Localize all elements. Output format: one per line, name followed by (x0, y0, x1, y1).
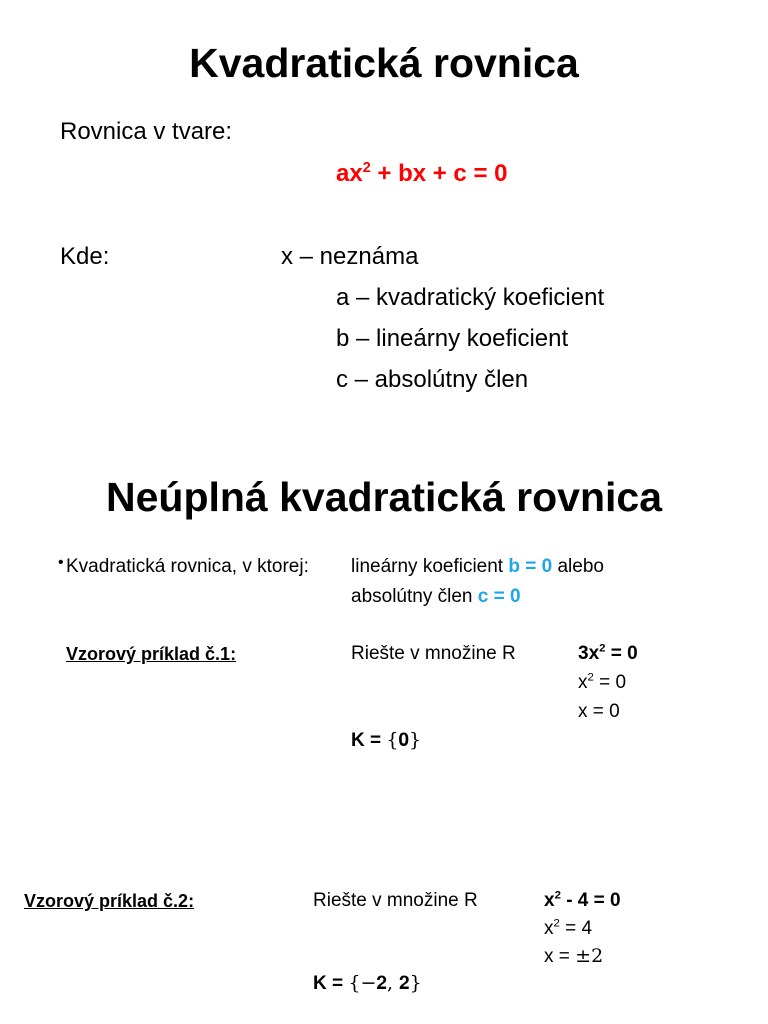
example-2-instruction: Riešte v množine R (313, 890, 478, 911)
example-2-step3-pre: x = (544, 946, 576, 967)
example-1-step-2 (578, 672, 626, 694)
definition-b: b – lineárny koeficient (336, 325, 569, 352)
example-1-step2-exp: 2 (587, 671, 594, 684)
example-2-step2-base: x (544, 918, 554, 939)
example-1-step-3: x = 0 (578, 701, 620, 722)
example-1-step1-rest: = 0 (605, 643, 638, 664)
definition-x: x – neznáma (281, 243, 419, 270)
condition-line-1 (351, 556, 604, 578)
example-1-label: Vzorový príklad č.1: (66, 644, 237, 664)
example-2-label: Vzorový príklad č.2: (24, 891, 195, 911)
condition-absolute-text: absolútny člen (351, 586, 478, 607)
equation-exponent: 2 (362, 160, 371, 176)
bullet-icon: • (58, 554, 64, 571)
definition-c: c – absolútny člen (336, 366, 529, 393)
where-label: Kde: (60, 243, 110, 270)
page-title: Kvadratická rovnica (189, 40, 579, 86)
condition-b-highlight: b = 0 (508, 556, 553, 577)
example-2-step1-base: x (544, 890, 555, 911)
example-2-result-label: K = (313, 973, 349, 994)
example-1-step1-base: 3x (578, 643, 600, 664)
condition-c-highlight: c = 0 (477, 586, 521, 607)
example-1-equation (578, 643, 638, 665)
example-1-step1-exp: 2 (599, 642, 606, 655)
example-2-step-2 (544, 918, 592, 940)
example-1-result-value: {𝟎} (386, 729, 422, 751)
condition-linear-text: lineárny koeficient (351, 556, 509, 577)
example-2-step2-rest: = 4 (559, 918, 593, 939)
example-1-step2-base: x (578, 672, 588, 693)
equation-rest: + bx + c = 0 (370, 160, 508, 187)
example-2-result-value: {−𝟐, 𝟐} (348, 972, 422, 994)
example-2-step1-exp: 2 (554, 889, 561, 902)
condition-or-text: alebo (552, 556, 604, 577)
section-title: Neúplná kvadratická rovnica (105, 474, 663, 520)
example-2-result (313, 972, 422, 995)
example-2-equation (544, 890, 621, 912)
condition-line-2 (351, 586, 521, 608)
example-2-step1-rest: - 4 = 0 (560, 890, 621, 911)
example-1-result-label: K = (351, 730, 387, 751)
example-2-step3-value: ±2 (575, 945, 604, 967)
bullet-item (58, 554, 309, 578)
equation-term-ax: ax (336, 160, 363, 187)
definition-a: a – kvadratický koeficient (336, 284, 605, 311)
form-label: Rovnica v tvare: (60, 118, 233, 145)
example-1-instruction: Riešte v množine R (351, 643, 516, 664)
quadratic-equation (336, 160, 507, 188)
example-2-step-3 (544, 945, 603, 968)
example-1-result (351, 729, 421, 752)
example-1-step2-rest: = 0 (593, 672, 627, 693)
example-2-step2-exp: 2 (553, 917, 560, 930)
bullet-text: Kvadratická rovnica, v ktorej: (66, 556, 309, 577)
